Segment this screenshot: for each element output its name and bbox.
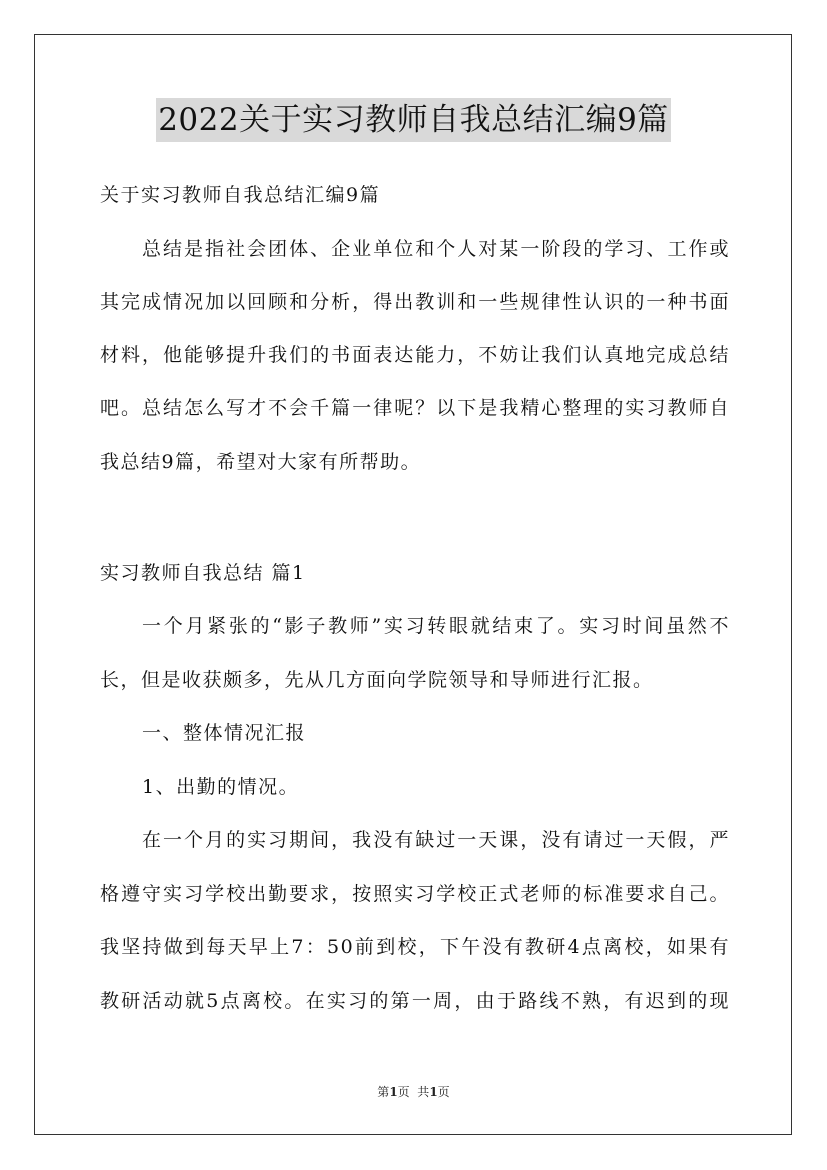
section-line-3: 一、整体情况汇报 (142, 722, 307, 744)
document-title: 2022关于实习教师自我总结汇编9篇 (156, 98, 671, 142)
intro-line-4: 吧。总结怎么写才不会千篇一律呢？以下是我精心整理的实习教师自 (100, 397, 730, 419)
section-line-1: 一个月紧张的“影子教师”实习转眼就结束了。实习时间虽然不 (142, 615, 730, 637)
section-line-5: 在一个月的实习期间，我没有缺过一天课，没有请过一天假，严 (142, 829, 730, 851)
intro-line-1: 总结是指社会团体、企业单位和个人对某一阶段的学习、工作或 (142, 238, 730, 260)
intro-line-3: 材料，他能够提升我们的书面表达能力，不妨让我们认真地完成总结 (100, 344, 730, 366)
section-line-4: 1、出勤的情况。 (142, 776, 300, 798)
page-suffix: 页 (437, 1085, 450, 1099)
section-line-2: 长，但是收获颇多，先从几方面向学院领导和导师进行汇报。 (100, 669, 654, 691)
page-prefix: 第 (377, 1085, 390, 1099)
subtitle: 关于实习教师自我总结汇编9篇 (100, 184, 381, 206)
page-mid: 页 共 (397, 1085, 430, 1099)
title-container (0, 98, 827, 142)
page-footer (0, 1083, 827, 1100)
page-total: 1 (429, 1085, 438, 1099)
section-heading: 实习教师自我总结 篇1 (100, 562, 306, 584)
intro-line-2: 其完成情况加以回顾和分析，得出教训和一些规律性认识的一种书面 (100, 291, 730, 313)
section-line-7: 我坚持做到每天早上7：50前到校，下午没有教研4点离校，如果有 (100, 936, 730, 958)
section-line-8: 教研活动就5点离校。在实习的第一周，由于路线不熟，有迟到的现 (100, 990, 730, 1012)
intro-line-5: 我总结9篇，希望对大家有所帮助。 (100, 451, 422, 473)
section-line-6: 格遵守实习学校出勤要求，按照实习学校正式老师的标准要求自己。 (100, 883, 730, 905)
page-current: 1 (389, 1085, 398, 1099)
